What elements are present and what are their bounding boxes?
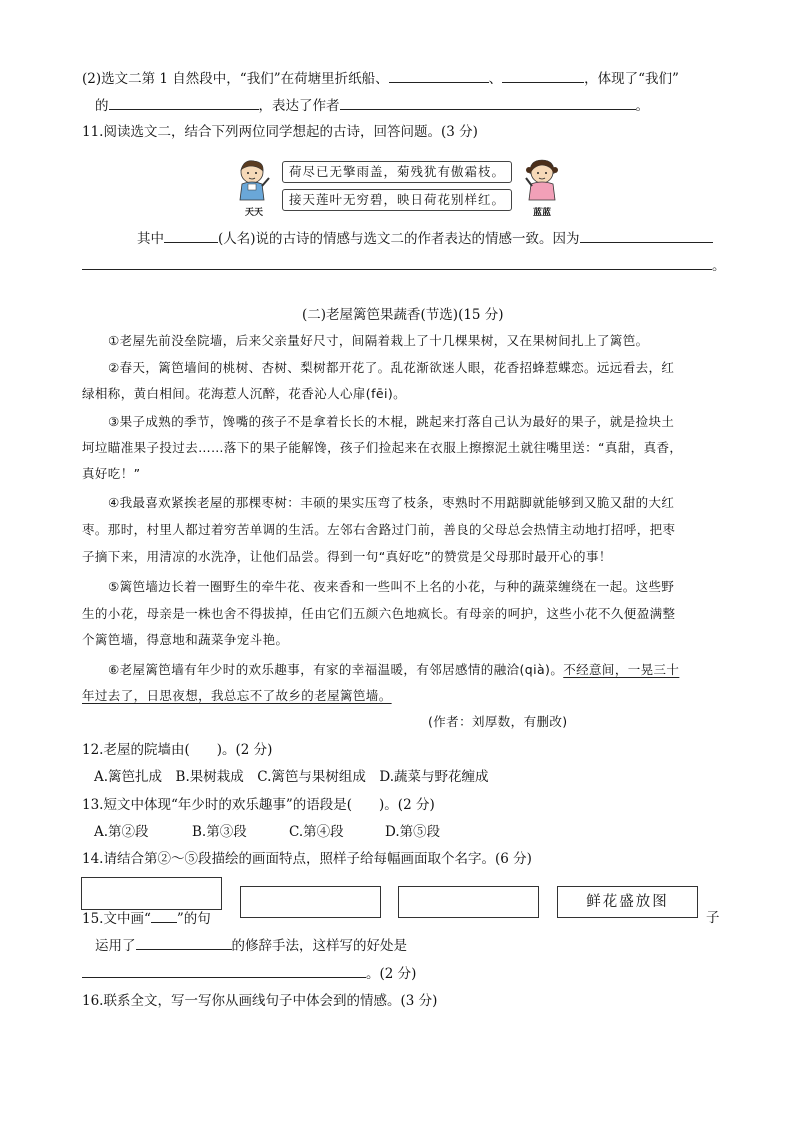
q14-example-text: 鲜花盛放图 [586, 894, 669, 910]
poem-box-1: 荷尽已无擎雨盖，菊残犹有傲霜枝。 [282, 161, 512, 183]
q14-answer-box-1[interactable] [81, 877, 222, 910]
passage-author: (作者：刘厚数，有删改) [428, 714, 568, 729]
q13-option-d[interactable]: D.第⑤段 [385, 824, 441, 840]
q10-2-blank-1[interactable] [389, 68, 489, 83]
kid-boy-illustration [236, 158, 272, 208]
q11-ans-text-a: 其中 [137, 231, 164, 247]
q11-answer-line2 [82, 255, 726, 276]
q14-stem: 14.请结合第②～⑤段描绘的画面特点，照样子给每幅画面取个名字。(6 分) [82, 851, 532, 867]
q15-text-c: 运用了 [95, 938, 136, 954]
q11-name-blank[interactable] [164, 228, 218, 243]
paragraph-2-line-2: 绿相称，黄白相间。花海惹人沉醉，花香沁人心扉(fēi)。 [82, 386, 407, 401]
poem-box-2: 接天莲叶无穷碧，映日荷花别样红。 [282, 189, 512, 211]
q10-2-text-d: ，表达了作者 [258, 98, 340, 114]
q11-reason-blank-2[interactable] [82, 255, 712, 270]
q11-reason-blank-1[interactable] [580, 228, 713, 243]
paragraph-1: ①老屋先前没垒院墙，后来父亲量好尺寸，间隔着栽上了十几棵果树，又在果树间扎上了篱笆。 [108, 333, 649, 348]
q10-2-text-a: (2)选文二第 1 自然段中，“我们”在荷塘里折纸船、 [82, 71, 389, 87]
q11-ans-text-b: (人名)说的古诗的情感与选文二的作者表达的情感一致。因为 [218, 231, 580, 247]
underlined-sentence-part-1: 不经意间，一晃三十 [563, 662, 680, 677]
kid-boy-name: 天天 [245, 208, 264, 218]
q12-options[interactable]: A.篱笆扎成 B.果树栽成 C.篱笆与果树组成 D.蔬菜与野花缠成 [94, 769, 489, 785]
q15-text-a: 15.文中画“ [82, 911, 151, 927]
q15-line2 [95, 935, 407, 956]
q11-answer-line1 [137, 228, 713, 249]
q10-2-blank-2[interactable] [502, 68, 584, 83]
paragraph-2-line-1: ②春天，篱笆墙间的桃树、杏树、梨树都开花了。乱花渐欲迷人眼，花香招蜂惹蝶恋。远远看去，红 [108, 360, 675, 375]
q15-rhetoric-blank[interactable] [136, 935, 232, 950]
q14-answer-box-2[interactable] [240, 886, 381, 918]
q15-tail: 子 [706, 910, 720, 926]
q15-text-d: 的修辞手法，这样写的好处是 [231, 938, 407, 954]
q15-line1 [82, 908, 211, 929]
q11-ans-end: 。 [712, 258, 726, 274]
q11-stem: 11.阅读选文二，结合下列两位同学想起的古诗，回答问题。(3 分) [82, 124, 478, 140]
passage-title: (二)老屋篱笆果蔬香(节选)(15 分) [302, 307, 504, 323]
q15-quote-blank[interactable] [151, 908, 177, 923]
kid-girl-illustration [524, 158, 560, 208]
paragraph-6-text: ⑥老屋篱笆墙有年少时的欢乐趣事，有家的幸福温暖，有邻居感情的融洽(qià)。 [108, 662, 564, 677]
paragraph-3-line-2: 坷垃瞄准果子投过去……落下的果子能解馋，孩子们捡起来在衣服上擦擦泥土就往嘴里送：“真甜，真香， [82, 440, 683, 455]
q14-answer-box-3[interactable] [398, 886, 539, 918]
paragraph-5-line-2: 生的小花，母亲是一株也舍不得拔掉，任由它们五颜六色地疯长。有母亲的呵护，这些小花不久便盈满整 [82, 606, 676, 621]
paragraph-4-line-1: ④我最喜欢紧挨老屋的那棵枣树：丰硕的果实压弯了枝条，枣熟时不用踮脚就能够到又脆又甜的大红 [108, 495, 675, 510]
q10-2-line2 [95, 95, 649, 116]
q15-end: 。(2 分) [366, 966, 417, 982]
underlined-sentence-part-2: 年过去了，日思夜想，我总忘不了故乡的老屋篱笆墙。 [82, 688, 392, 703]
paragraph-5-line-1: ⑤篱笆墙边长着一圈野生的牵牛花、夜来香和一些叫不上名的小花，与种的蔬菜缠绕在一起。这些野 [108, 579, 675, 594]
q15-line3 [82, 963, 416, 984]
q15-text-b: ”的句 [176, 911, 211, 927]
q16-stem: 16.联系全文，写一写你从画线句子中体会到的情感。(3 分) [82, 993, 438, 1009]
paragraph-6-line-1 [108, 660, 679, 680]
q13-option-c[interactable]: C.第④段 [289, 824, 344, 840]
paragraph-4-line-2: 枣。那时，村里人都过着穷苦单调的生活。左邻右舍路过门前，善良的父母总会热情主动地打招呼，把枣 [82, 522, 676, 537]
q13-stem: 13.短文中体现“年少时的欢乐趣事”的语段是( )。(2 分) [82, 797, 435, 813]
q10-2-end: 。 [635, 98, 649, 114]
q10-2-blank-3[interactable] [109, 95, 259, 110]
q10-2-text-b: ，体现了“我们” [584, 71, 679, 87]
q10-2-line1 [82, 68, 679, 89]
q10-2-text-c: 的 [95, 98, 109, 114]
q10-2-blank-4[interactable] [340, 95, 636, 110]
paragraph-4-line-3: 子摘下来，用清凉的水洗净，让他们品尝。得到一句“真好吃”的赞赏是父母那时最开心的事！ [82, 549, 612, 564]
q15-benefit-blank[interactable] [82, 963, 366, 978]
paragraph-5-line-3: 个篱笆墙，得意地和蔬菜争宠斗艳。 [82, 632, 289, 647]
paragraph-3-line-1: ③果子成熟的季节，馋嘴的孩子不是拿着长长的木棍，跳起来打落自己认为最好的果子，就是捡块土 [108, 414, 675, 429]
q13-option-b[interactable]: B.第③段 [192, 824, 247, 840]
q13-option-a[interactable]: A.第②段 [94, 824, 149, 840]
paragraph-3-line-3: 真好吃！” [82, 466, 141, 481]
q10-2-sep: 、 [488, 71, 503, 87]
q12-stem: 12.老屋的院墙由( )。(2 分) [82, 742, 273, 758]
kid-girl-name: 蓝蓝 [533, 208, 552, 218]
q14-example-box [557, 886, 698, 918]
